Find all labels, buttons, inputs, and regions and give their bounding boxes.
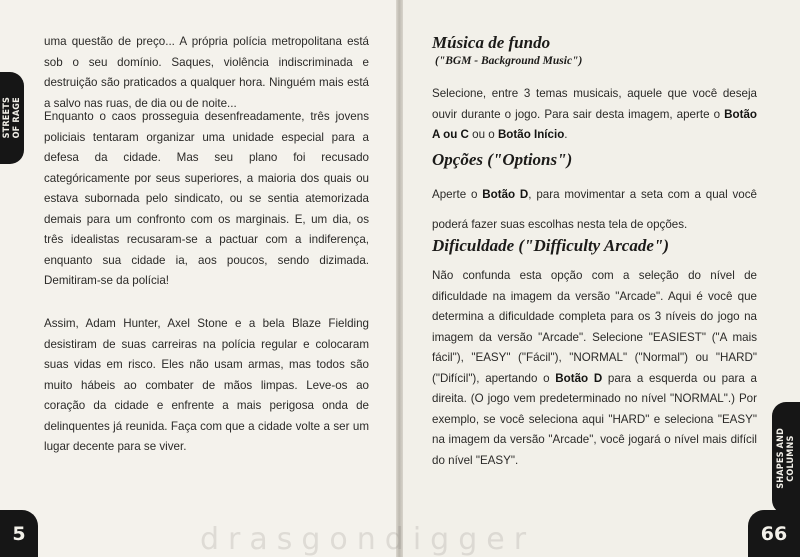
- page-number-left: [0, 510, 38, 557]
- story-paragraph: Enquanto o caos prosseguia desenfreadamente, três jovens policiais tentaram organizar uma unidade especial para a defesa da cidade. Mas seu plano foi recusado categóricamente por seus superiores, a maioria dos quais ou estava subornada pelo sindicato, ou se sentia atemorizada demais para um confronto com os marginais. E, um dia, os três idealistas recusaram-se a pactuar com a indiferença, enquanto sua cidade ia, aos poucos, sendo dizimada. Demitiram-se da polícia!: [44, 110, 369, 287]
- page-number-right: [748, 510, 800, 557]
- scan-watermark: drasgondigger: [200, 522, 536, 557]
- options-paragraph: Aperte o Botão D, para movimentar a seta com a qual você poderá fazer suas escolhas nesta tela de opções.: [432, 188, 757, 231]
- side-tab-label: SHAPES AND COLUMNS: [776, 427, 796, 489]
- shapes-and-columns-side-tab: [772, 402, 800, 514]
- difficulty-heading: Dificuldade ("Difficulty Arcade"): [432, 236, 669, 255]
- streets-of-rage-side-tab: [0, 72, 24, 164]
- options-heading: Opções ("Options"): [432, 150, 573, 169]
- intro-paragraph: uma questão de preço... A própria polícia metropolitana está sob o seu domínio. Saques, violência indiscriminada e destruição são praticados a qualquer hora. Ninguém mais está a salvo nas ruas, de dia ou de noite...: [44, 35, 369, 110]
- page-number-label: 5: [12, 522, 26, 545]
- side-tab-label: STREETS OF RAGE: [2, 97, 22, 139]
- heroes-paragraph: Assim, Adam Hunter, Axel Stone e a bela Blaze Fielding desistiram de suas carreiras na polícia regular e colocaram suas vidas em risco. Eles não usam armas, mas todos são muito hábeis ao combater de mãos limpas. Leve-os ao coração da cidade e enfrente a mais perigosa onda de delinquentes já reunida. Faça com que a cidade volte a ser um lugar decente para se viver.: [44, 317, 369, 453]
- music-subheading: ("BGM - Background Music"): [435, 55, 583, 67]
- music-paragraph: Selecione, entre 3 temas musicais, aquele que você deseja ouvir durante o jogo. Para sair desta imagem, aperte o Botão A ou C ou o Botão Início.: [432, 87, 757, 141]
- book-gutter: [396, 0, 403, 557]
- page-number-label: 66: [760, 522, 788, 545]
- music-heading: Música de fundo: [432, 33, 551, 52]
- difficulty-paragraph: Não confunda esta opção com a seleção do nível de dificuldade na imagem da versão "Arcade". Aqui é você que determina a dificuldade completa para os 3 níveis do jogo na imagem da versão "Arcade". Selecione "EASIEST" ("A mais fácil"), "EASY" ("Fácil"), "NORMAL" ("Normal") ou "HARD" ("Difícil"), apertando o Botão D para a esquerda ou para a direita. (O jogo vem predeterminado no nível "NORMAL".) Por exemplo, se você seleciona aqui "HARD" e seleciona "EASY" na imagem da versão "Arcade", você jogará o nível mais difícil do nível "EASY".: [432, 269, 757, 467]
